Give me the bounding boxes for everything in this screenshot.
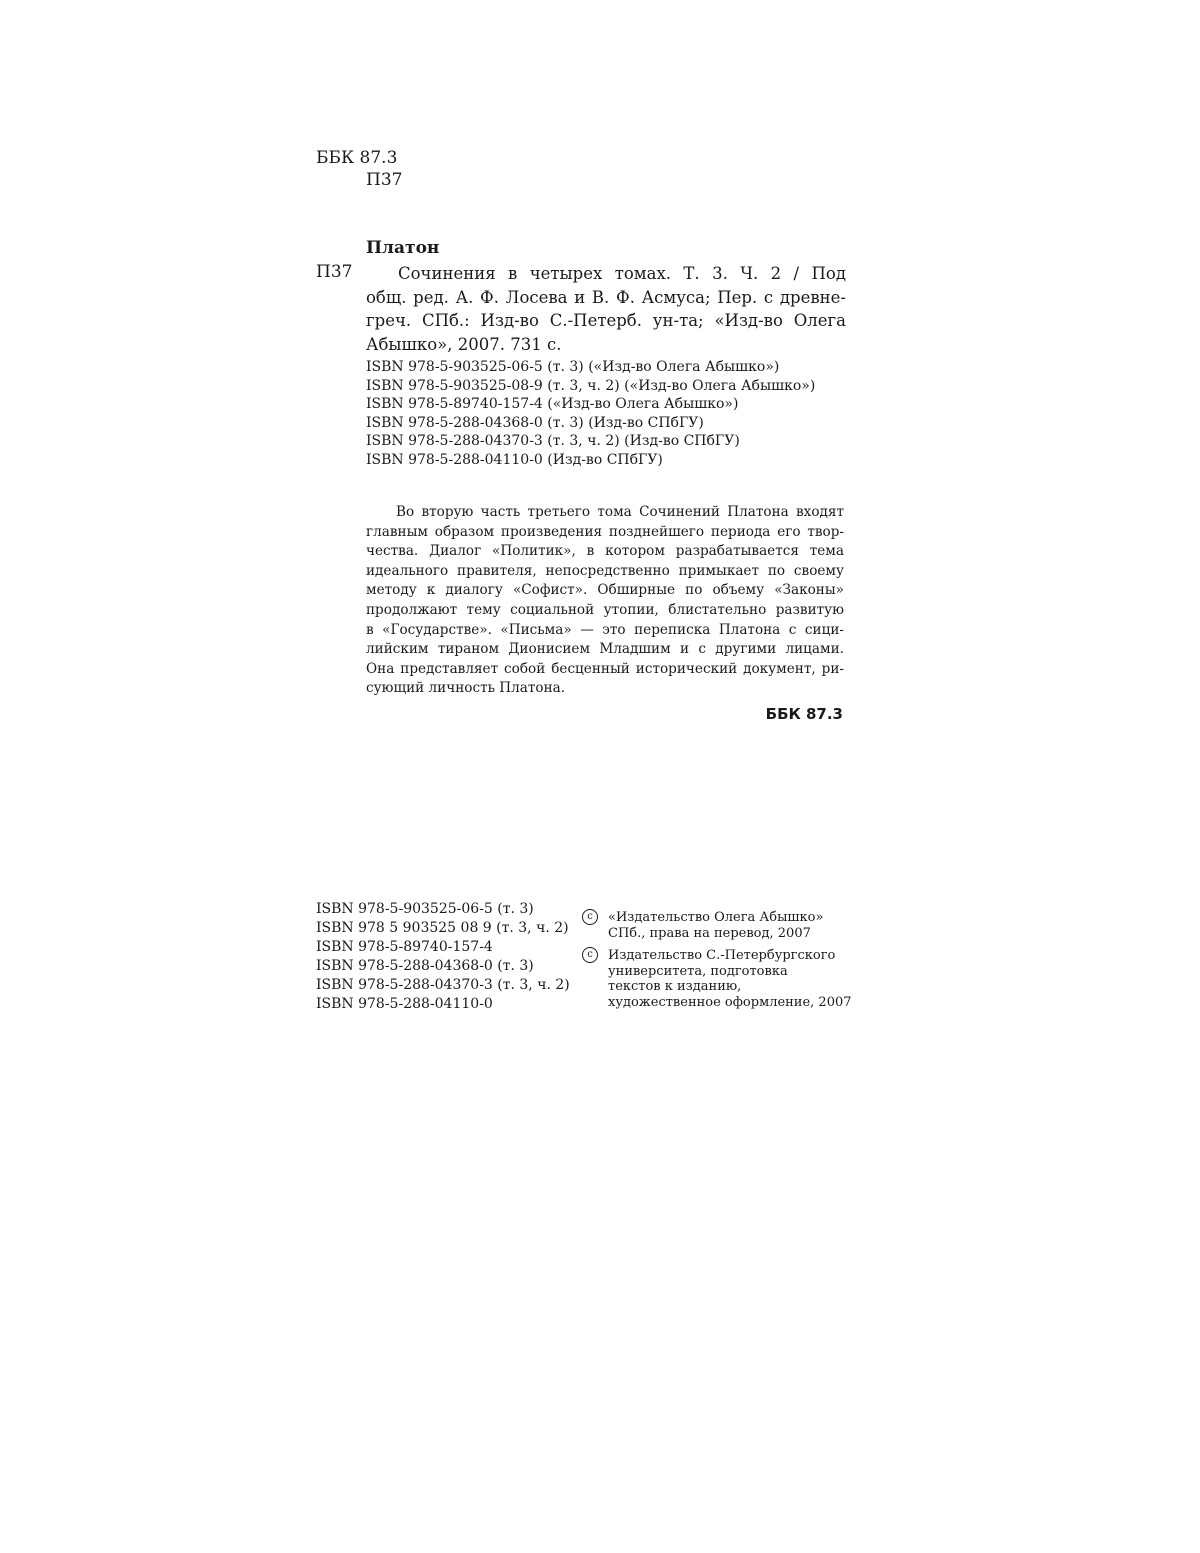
annotation-line: продолжают тему социальной утопии, блистательно развитую: [366, 601, 844, 618]
bbk-code-bottom: ББК 87.3: [765, 705, 843, 723]
isbn-item: ISBN 978-5-288-04368-0 (т. 3) (Изд-во СПбГУ): [366, 414, 704, 431]
author-name: Платон: [366, 238, 440, 258]
copyright-text: [608, 910, 823, 941]
footer-isbn-item: ISBN 978-5-288-04110-0: [316, 996, 493, 1012]
annotation-line: чества. Диалог «Политик», в котором разрабатывается тема: [366, 543, 844, 560]
author-mark: П37: [366, 170, 403, 190]
annotation-line: Во вторую часть третьего тома Сочинений Платона входят: [396, 504, 844, 520]
isbn-item: ISBN 978-5-903525-06-5 (т. 3) («Изд-во Олега Абышко»): [366, 359, 780, 375]
copyright-line: «Издательство Олега Абышко»: [608, 910, 824, 925]
catalog-mark: П37: [316, 262, 353, 282]
annotation-line: главным образом произведения позднейшего периода его твор-: [366, 523, 844, 540]
isbn-item: ISBN 978-5-89740-157-4 («Изд-во Олега Абышко»): [366, 396, 739, 412]
isbn-item: ISBN 978-5-288-04370-3 (т. 3, ч. 2) (Изд-во СПбГУ): [366, 433, 740, 449]
copyright-line: текстов к изданию,: [608, 979, 742, 994]
footer-isbn-item: ISBN 978 5 903525 08 9 (т. 3, ч. 2): [316, 920, 569, 936]
copyright-icon: c: [582, 909, 598, 925]
copyright-line: университета, подготовка: [608, 963, 788, 979]
annotation-line: лийским тираном Дионисием Младшим и с другими лицами.: [366, 641, 844, 658]
footer-isbn-item: ISBN 978-5-288-04368-0 (т. 3): [316, 958, 534, 974]
annotation-line: в «Государстве». «Письма» — это переписка Платона с сици-: [366, 621, 844, 638]
annotation-line: идеального правителя, непосредственно примыкает по своему: [366, 562, 844, 579]
description-line: греч. СПб.: Изд-во С.-Петерб. ун-та; «Изд-во Олега: [366, 311, 846, 330]
footer-isbn-list: [316, 900, 570, 1014]
copyright-line: СПб., права на перевод, 2007: [608, 925, 811, 941]
footer-isbn-item: ISBN 978-5-288-04370-3 (т. 3, ч. 2): [316, 977, 570, 993]
isbn-item: ISBN 978-5-288-04110-0 (Изд-во СПбГУ): [366, 451, 663, 468]
description-line: Абышко», 2007. 731 с.: [366, 334, 562, 354]
isbn-list: [366, 358, 815, 469]
copyright-line: Издательство С.-Петербургского: [608, 948, 836, 963]
description-line: [366, 262, 846, 286]
copyright-icon: c: [582, 947, 598, 963]
annotation-line: сующий личность Платона.: [366, 680, 566, 697]
copyright-line: художественное оформление, 2007: [608, 994, 852, 1010]
description-line: общ. ред. А. Ф. Лосева и В. Ф. Асмуса; Пер. с древне-: [366, 287, 846, 307]
annotation-line: Она представляет собой бесценный исторический документ, ри-: [366, 660, 844, 677]
bbk-classification: [316, 147, 402, 191]
description-line-text: Сочинения в четырех томах. Т. 3. Ч. 2 / Под: [398, 264, 846, 283]
annotation-line: методу к диалогу «Софист». Обширные по объему «Законы»: [366, 582, 844, 599]
isbn-item: ISBN 978-5-903525-08-9 (т. 3, ч. 2) («Изд-во Олега Абышко»): [366, 377, 816, 394]
annotation-paragraph: [366, 503, 844, 699]
footer-isbn-item: ISBN 978-5-89740-157-4: [316, 939, 493, 955]
bbk-code: ББК 87.3: [316, 148, 398, 168]
footer-isbn-item: ISBN 978-5-903525-06-5 (т. 3): [316, 901, 534, 917]
bibliographic-description: [366, 262, 846, 356]
copyright-text: [608, 948, 852, 1010]
